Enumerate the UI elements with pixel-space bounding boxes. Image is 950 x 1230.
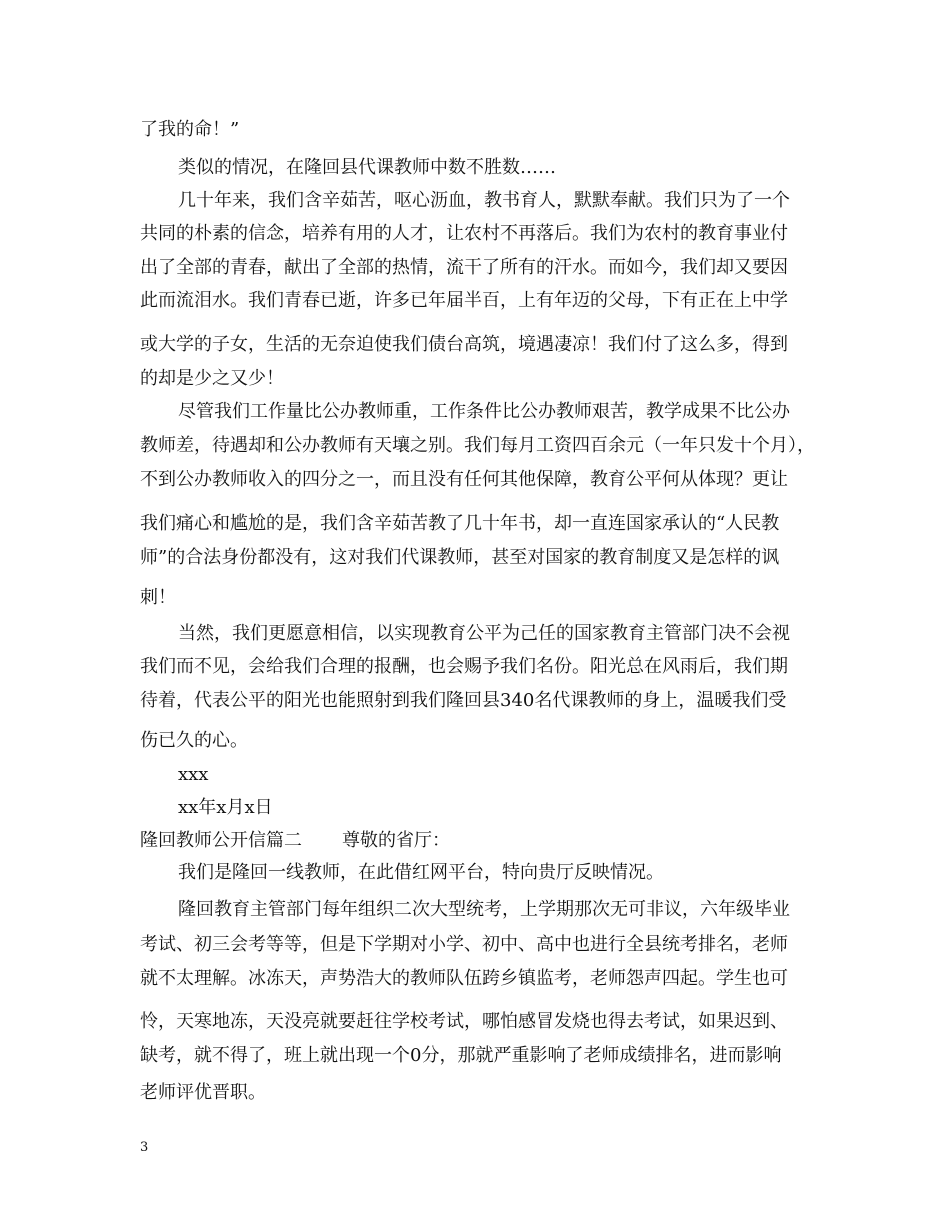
text-line: 隆回教育主管部门每年组织二次大型统考，上学期那次无可非议，六年级毕业 xyxy=(178,899,790,920)
text-line: 老师评优晋职。 xyxy=(140,1082,266,1103)
text-line: 我们痛心和尴尬的是，我们含辛茹苦教了几十年书，却一直连国家承认的“人民教 xyxy=(140,513,780,534)
text-line: 考试、初三会考等等，但是下学期对小学、初中、高中也进行全县统考排名，老师 xyxy=(140,934,788,955)
signature-name: xxx xyxy=(178,764,209,785)
heading-salutation: 尊敬的省厅： xyxy=(342,830,450,851)
section-heading xyxy=(140,830,450,852)
text-line: 教师差，待遇却和公办教师有天壤之别。我们每月工资四百余元（一年只发十个月）， xyxy=(140,435,815,456)
text-line: 待着，代表公平的阳光也能照射到我们隆回县340名代课教师的身上，温暖我们受 xyxy=(140,690,787,711)
text-line: 我们而不见，会给我们合理的报酬，也会赐予我们名份。阳光总在风雨后，我们期 xyxy=(140,656,788,677)
text-line: 当然，我们更愿意相信，以实现教育公平为己任的国家教育主管部门决不会视 xyxy=(178,623,790,644)
text-line: 怜，天寒地冻，天没亮就要赶往学校考试，哪怕感冒发烧也得去考试，如果迟到、 xyxy=(140,1011,788,1032)
text-line: 师”的合法身份都没有，这对我们代课教师，甚至对国家的教育制度又是怎样的讽 xyxy=(140,547,780,568)
text-line: 伤已久的心。 xyxy=(140,730,248,751)
text-line: 的却是少之又少！ xyxy=(140,368,284,389)
text-line: 尽管我们工作量比公办教师重，工作条件比公办教师艰苦，教学成果不比公办 xyxy=(178,401,790,422)
text-line: 此而流泪水。我们青春已逝，许多已年届半百，上有年迈的父母，下有正在上中学 xyxy=(140,290,788,311)
text-line: 共同的朴素的信念，培养有用的人才，让农村不再落后。我们为农村的教育事业付 xyxy=(140,223,788,244)
heading-title: 隆回教师公开信篇二 xyxy=(140,830,302,851)
text-line: 刺！ xyxy=(140,587,176,608)
text-line: 出了全部的青春，献出了全部的热情，流干了所有的汗水。而如今，我们却又要因 xyxy=(140,257,788,278)
text-line: 不到公办教师收入的四分之一，而且没有任何其他保障，教育公平何从体现？更让 xyxy=(140,469,788,490)
text-line: 几十年来，我们含辛茹苦，呕心沥血，教书育人，默默奉献。我们只为了一个 xyxy=(178,190,790,211)
text-line: 就不太理解。冰冻天，声势浩大的教师队伍跨乡镇监考，老师怨声四起。学生也可 xyxy=(140,968,788,989)
text-line: 类似的情况，在隆回县代课教师中数不胜数…… xyxy=(178,157,556,178)
text-line: 缺考，就不得了，班上就出现一个0分，那就严重影响了老师成绩排名，进而影响 xyxy=(140,1045,782,1066)
page-number: 3 xyxy=(140,1140,149,1155)
text-line: 我们是隆回一线教师，在此借红网平台，特向贵厅反映情况。 xyxy=(178,862,664,883)
signature-date: xx年x月x日 xyxy=(178,797,273,818)
text-line: 了我的命！” xyxy=(140,119,240,140)
text-line: 或大学的子女，生活的无奈迫使我们债台高筑，境遇凄凉！我们付了这么多，得到 xyxy=(140,334,788,355)
